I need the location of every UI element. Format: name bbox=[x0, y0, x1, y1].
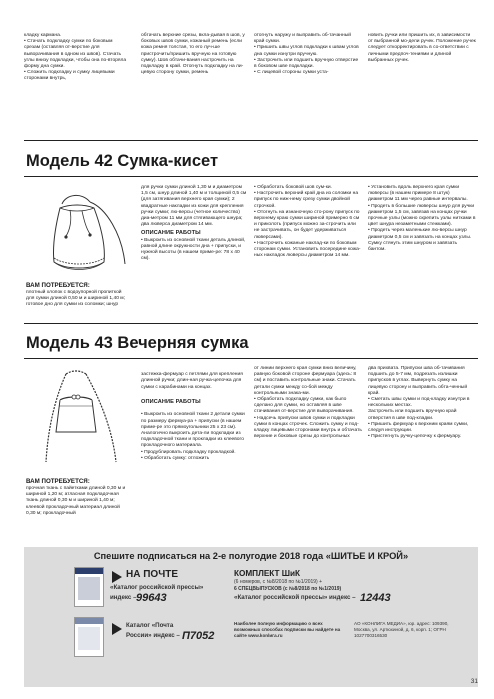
page-number: 31 bbox=[470, 678, 478, 685]
catalog-2b: России» индекс – bbox=[126, 632, 180, 639]
model-42-needs-text: плотный хлопок с водоупорной пропиткой для сумки длиной 0,50 м и шириной 1,40 м; готовое дно для сумки из соломки; шнур bbox=[26, 290, 125, 308]
top-col-1: кладку кармана. • Стачать подкладку сумки по боковым срезам (оставляя от-верстие для выворачивания в одном из швов). Стачать углы внизу подкладки, чтобы она по-вторяла форму дна сумки. • Сложить подкладку и сумку лицевыми сторонами внутрь, bbox=[24, 33, 127, 82]
model-42-col-2 bbox=[141, 185, 249, 262]
index-1-prefix: индекс – bbox=[110, 594, 137, 601]
magazine-cover-1 bbox=[74, 567, 104, 607]
set-line-2: 6 СПЕЦВЫПУСКОВ (с №8/2018 по №1/2019) bbox=[234, 586, 342, 592]
model-42-step-cut: • Выкроить из основной ткани деталь длиной, равной длине окружности дна + припуски, и нужной высоты (в нашем приме-ре: 78 x 40 см). bbox=[141, 237, 246, 262]
top-col-3: отогнуть наружу и выправить об-тачанный край сумки. • Пришить швы углов подкладки к швам углов дна сумки изнутри вручную. • Застрочить или подшить вручную отверстие в боковом шве подкладки. • С лицевой стороны сумки уста- bbox=[254, 33, 359, 76]
magazine-cover-2 bbox=[74, 617, 104, 657]
catalog-2a: Каталог «Почта bbox=[126, 622, 174, 629]
model-42-col-3: • Обработать боковой шов сум-ки. • Настрочить верхний край дна из соломки на припуск по ниж-нему срезу сумки двойной строчкой. • Отогнуть на изнаночную сто-рону припуск по верхнему краю сумки шириной примерно 6 см и приколоть (припуск можно за-строчить или не застрачивать, он будет удерживаться люверсами). • Настрочить кожаные наклад-ки по боковым сторонам сумки. Установить посередине кожа-ных накладок люверсы диаметром 14 мм. bbox=[254, 185, 361, 259]
promo-title: Спешите подписаться на 2-е полугодие 2018 года «ШИТЬЕ И КРОЙ» bbox=[93, 551, 409, 561]
model-43-col-2 bbox=[141, 366, 249, 468]
model-43-materials-cont: застежка-фермуар с петлями для крепления длинной ручки; длин-ная ручка-цепочка для сумки с карабинами на концах. bbox=[141, 372, 243, 390]
arrow-right-icon bbox=[112, 571, 122, 583]
section-rule-bottom bbox=[24, 176, 478, 177]
model-42-col-4: • Установить вдоль верхнего края сумки люверсы (в нашем примере 8 штук) диаметром 11 мм через равные интервалы. • Продеть в большие люверсы шнур для ручки диаметром 1,5 см, завязав на концах ручки прочные узлы (можно скрепить узлы нитками в цвет шнура незаметными стежками). • Продеть через маленькие лю-версы шнур диаметром 0,5 см и завязать на концах узлы. Сумку стянуть этим шнуром и завязать бантом. bbox=[368, 185, 476, 253]
top-col-2: обтачать верхние срезы, вкла-дывая в шов, у боковых швов сумки, кожаный ремень (если кожа ремня толстая, то его луч-ше пристрочить/пришить вручную на готовую сумку). Шов обтачи-вания настрочить на подкладку в край. Отогнуть подкладку на ли-цевую сторону сумки, ремень bbox=[141, 33, 245, 76]
index-1: 99643 bbox=[136, 592, 167, 604]
index-3: 12443 bbox=[360, 592, 391, 604]
model-43-col-3: от линии верхнего края сумки вниз величину, равную боковой стороне фермуара (здесь: 8 см) и поставить контрольные знаки. Стачать детали сумки между со-бой между контрольными знака-ми. • Обработать подкладку сумки, как было сделано для сумки, но оставляя в шве стачивания от-верстие для выворачивания. • Надсечь припуски швов сумки и подкладки сумки в концах строчек. Сложить сумку и под-кладку лицевыми сторонами внутрь и обтачать верхние и боковые срезы до контрольных bbox=[254, 366, 362, 440]
model-43-col-4: два прихвата. Припуски шва об-тачивания подшить до 5-7 мм, подрезать излишки припусков в углах. Вывернуть сумку на лицевую сторону и выправить обта-ченный край. • Сметать швы сумки и под-кладку изнутри в нескольких местах. Застрочить или подшить вручную край отверстия в шве под-кладки. • Пришить фермуар к верхним краям сумки, следуя инструкции. • Пристегнуть ручку-цепочку к фермуару. bbox=[368, 366, 470, 440]
index-2: П7052 bbox=[182, 630, 215, 642]
section-rule-bottom-2 bbox=[24, 358, 478, 359]
top-col-4: новить ручки или пришить их, в зависимости от выбранной мо-дели ручек. Положение ручек следует откорректировать в со-ответствии с личными предпоч-тениями и длиной выбранных ручек. bbox=[368, 33, 476, 63]
model-43-work-heading: ОПИСАНИЕ РАБОТЫ bbox=[141, 399, 201, 406]
publisher-address: АО «КОНЛИГА МЕДИА», юр. адрес: 109390, Москва, ул. Артюхиной, д. 6, корп. 1; ОГРН 1027700316530 bbox=[354, 621, 449, 638]
drawstring-bag-illustration bbox=[26, 184, 130, 276]
section-rule-top-2 bbox=[24, 323, 478, 324]
model-43-needs-text: прочная ткань с пайетками длиной 0,30 м и шириной 1,20 м; атласная подкладочная ткань длиной 0,30 м и шириной 1,40 м; клеевой прокладочный материал длиной 0,30 м; прокладочный bbox=[26, 486, 126, 516]
model-43-title: Модель 43 Вечерняя сумка bbox=[26, 334, 249, 352]
evening-bag-illustration bbox=[26, 366, 130, 470]
model-42-materials-cont: для ручки сумки длиной 1,30 м и диаметром 1,5 см, шнур длиной 1,40 м и толщиной 0,5 см (для затягивания верхнего края сумки); 2 квадратные накладки из кожи для крепления ручки сумки; лю-версы (четное количество) диа-метром 11 мм для стягивающего шнура; два люверса диаметром 14 мм. bbox=[141, 185, 247, 228]
post-label: НА ПОЧТЕ bbox=[126, 569, 178, 580]
subscription-promo-box bbox=[24, 547, 478, 687]
model-43-steps: • Выкроить из основной ткани 2 детали сумки по размеру фермуа-ра + припуски (в нашем приме-ре это прямоугольники 25 x 23 см). Аналогично выкроить дета-ли подкладки из подкладочной ткани и прокладки из клеевого прокладочного материала. • Продублировать подкладку прокладкой. • Обработать сумку: отложить bbox=[141, 412, 245, 461]
model-42-title: Модель 42 Сумка-кисет bbox=[26, 152, 219, 170]
model-43-needs-heading: ВАМ ПОТРЕБУЕТСЯ: bbox=[26, 478, 90, 485]
set-line-1: (6 номеров, с №8/2018 по №1/2019) + bbox=[234, 579, 323, 585]
subscription-info: Наиболее полную информацию о всех возможных способах подписки вы найдете на сайте www.konlига.ru bbox=[234, 621, 341, 638]
model-42-work-heading: ОПИСАНИЕ РАБОТЫ bbox=[141, 230, 201, 237]
catalog-1: «Каталог российской прессы» bbox=[110, 584, 204, 591]
model-42-needs-heading: ВАМ ПОТРЕБУЕТСЯ: bbox=[26, 282, 90, 289]
set-title: КОМПЛЕКТ ШиК bbox=[234, 569, 301, 578]
arrow-right-icon-2 bbox=[112, 623, 122, 635]
section-rule-top bbox=[24, 140, 478, 141]
catalog-3: «Каталог российской прессы» индекс – bbox=[234, 594, 356, 601]
